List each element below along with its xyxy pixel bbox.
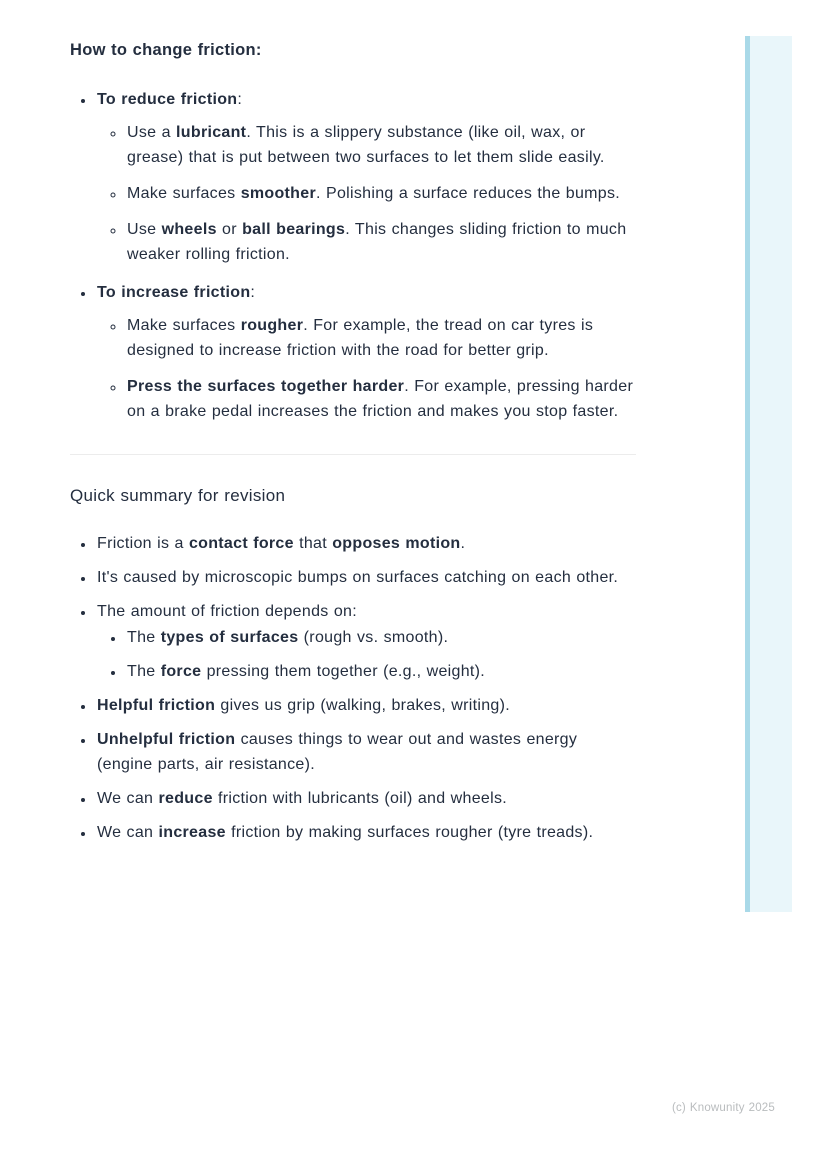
section-divider bbox=[70, 454, 636, 455]
list-item-text: Make surfaces rougher. For example, the tread on car tyres is designed to increase friction with the road for better grip. bbox=[127, 317, 594, 359]
list-item-text: The amount of friction depends on: bbox=[97, 603, 357, 620]
copyright-footer: (c) Knowunity 2025 bbox=[671, 1102, 775, 1114]
list-item bbox=[95, 693, 636, 718]
list-item-text: We can reduce friction with lubricants (oil) and wheels. bbox=[97, 790, 508, 807]
list-item-text: We can increase friction by making surfaces rougher (tyre treads). bbox=[97, 824, 594, 841]
increase-friction-sublist bbox=[97, 313, 636, 424]
list-item-text: Make surfaces smoother. Polishing a surface reduces the bumps. bbox=[127, 185, 621, 202]
list-item-text: Helpful friction gives us grip (walking, brakes, writing). bbox=[97, 697, 510, 714]
list-item bbox=[95, 531, 636, 556]
list-item bbox=[125, 217, 636, 267]
list-item bbox=[125, 181, 636, 206]
list-item bbox=[95, 786, 636, 811]
list-item bbox=[125, 625, 636, 650]
list-item-text: Use wheels or ball bearings. This changes sliding friction to much weaker rolling friction. bbox=[127, 221, 627, 263]
list-item-reduce-friction bbox=[95, 87, 636, 267]
list-item-increase-friction bbox=[95, 280, 636, 424]
right-accent-bar bbox=[745, 36, 792, 912]
list-item bbox=[95, 820, 636, 845]
summary-heading: Quick summary for revision bbox=[70, 486, 286, 505]
list-item bbox=[125, 313, 636, 363]
depends-on-sublist bbox=[97, 625, 636, 684]
list-item-text: Use a lubricant. This is a slippery substance (like oil, wax, or grease) that is put between two surfaces to let them slide easily. bbox=[127, 124, 605, 166]
list-item-depends-on bbox=[95, 599, 636, 684]
list-item-text: To increase friction: bbox=[97, 284, 256, 301]
list-item bbox=[125, 120, 636, 170]
list-item-text: Press the surfaces together harder. For example, pressing harder on a brake pedal increases the friction and makes you stop faster. bbox=[127, 378, 634, 420]
list-item-text: The types of surfaces (rough vs. smooth). bbox=[127, 629, 449, 646]
document-content bbox=[70, 40, 636, 854]
list-item-text: Friction is a contact force that opposes motion. bbox=[97, 535, 466, 552]
summary-list bbox=[70, 531, 636, 845]
list-item bbox=[125, 659, 636, 684]
list-item bbox=[125, 374, 636, 424]
list-item bbox=[95, 727, 636, 777]
list-item-text: Unhelpful friction causes things to wear out and wastes energy (engine parts, air resistance). bbox=[97, 731, 578, 773]
reduce-friction-sublist bbox=[97, 120, 636, 267]
section-heading: How to change friction: bbox=[70, 41, 262, 59]
list-item bbox=[95, 565, 636, 590]
list-item-text: The force pressing them together (e.g., weight). bbox=[127, 663, 486, 680]
list-item-text: To reduce friction: bbox=[97, 91, 243, 108]
how-to-change-list bbox=[70, 87, 636, 424]
list-item-text: It's caused by microscopic bumps on surfaces catching on each other. bbox=[97, 569, 619, 586]
